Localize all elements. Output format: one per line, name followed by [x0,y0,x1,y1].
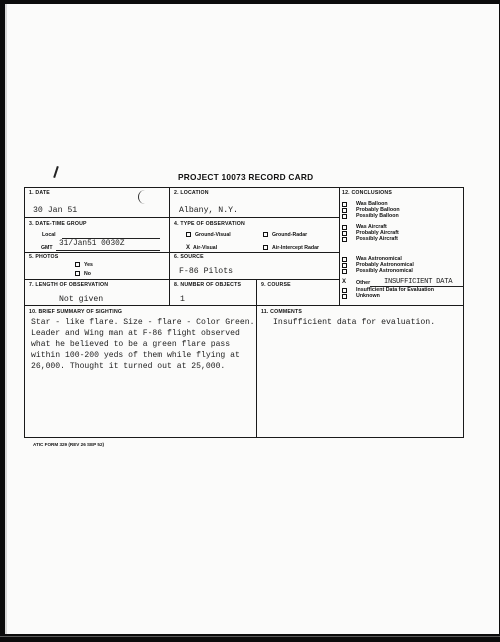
checkbox-icon [342,269,347,274]
checkbox-icon [186,232,191,237]
source-label: 6. SOURCE [174,254,204,260]
local-underline [62,238,160,239]
datetime-label: 3. DATE-TIME GROUP [29,221,87,227]
ground-radar-option[interactable]: Ground-Radar [263,232,307,238]
scan-edge-line [0,636,500,637]
comments-label: 11. COMMENTS [261,309,303,315]
checkbox-icon [75,262,80,267]
num-objects-label: 8. NUMBER OF OBJECTS [174,282,242,288]
checkbox-icon [342,231,347,236]
gmt-label: GMT [41,245,53,251]
photos-yes-option[interactable]: Yes [75,262,93,268]
checkbox-icon [342,294,347,299]
checkbox-icon [342,214,347,219]
gmt-value: 31/Jan51 0030Z [59,240,125,248]
checkbox-icon [75,271,80,276]
course-label: 9. COURSE [261,282,291,288]
checkbox-icon [263,245,268,250]
summary-line: Star - like flare. Size - flare - Color Green. [31,318,255,327]
location-value: Albany, N.Y. [179,206,238,215]
photos-no-option[interactable]: No [75,271,91,277]
checkbox-icon [342,257,347,262]
checkbox-icon [263,232,268,237]
air-visual-option[interactable]: X Air-Visual [186,245,218,251]
comments-value: Insufficient data for evaluation. [273,318,436,327]
check-mark: X [186,245,191,251]
checkbox-icon [342,208,347,213]
checkbox-icon [342,225,347,230]
photos-label: 5. PHOTOS [29,254,59,260]
length-label: 7. LENGTH OF OBSERVATION [29,282,109,288]
conclusions-label: 12. CONCLUSIONS [342,190,392,196]
local-label: Local [42,232,56,238]
summary-text [31,318,259,373]
handwritten-bracket [138,190,146,204]
summary-line: within 100-200 yeds of them while flying at [31,350,240,360]
other-text: INSUFFICIENT DATA [384,278,453,286]
other-underline [370,286,464,287]
observation-type-label: 4. TYPE OF OBSERVATION [174,221,245,227]
length-value: Not given [59,295,104,304]
card-title: PROJECT 10073 RECORD CARD [178,172,314,182]
date-value: 30 Jan 51 [33,206,78,215]
gmt-underline [56,250,160,251]
summary-line: 26,000. Thought it turned out at 25,000. [31,361,226,371]
checkbox-icon [342,288,347,293]
checkbox-icon [342,202,347,207]
date-label: 1. DATE [29,190,50,196]
check-mark: X [342,279,347,285]
source-value: F-86 Pilots [179,267,234,276]
summary-line: what he believed to be a green flare pass [31,339,231,349]
form-footer: ATIC FORM 329 (REV 26 SEP 52) [33,442,105,447]
summary-label: 10. BRIEF SUMMARY OF SIGHTING [29,309,123,315]
checkbox-icon [342,237,347,242]
air-intercept-radar-option[interactable]: Air-Intercept Radar [263,245,319,251]
ground-visual-option[interactable]: Ground-Visual [186,232,231,238]
num-objects-value: 1 [180,295,185,304]
location-label: 2. LOCATION [174,190,209,196]
summary-line: Leader and Wing man at F-86 flight observed [31,328,240,338]
checkbox-icon [342,263,347,268]
